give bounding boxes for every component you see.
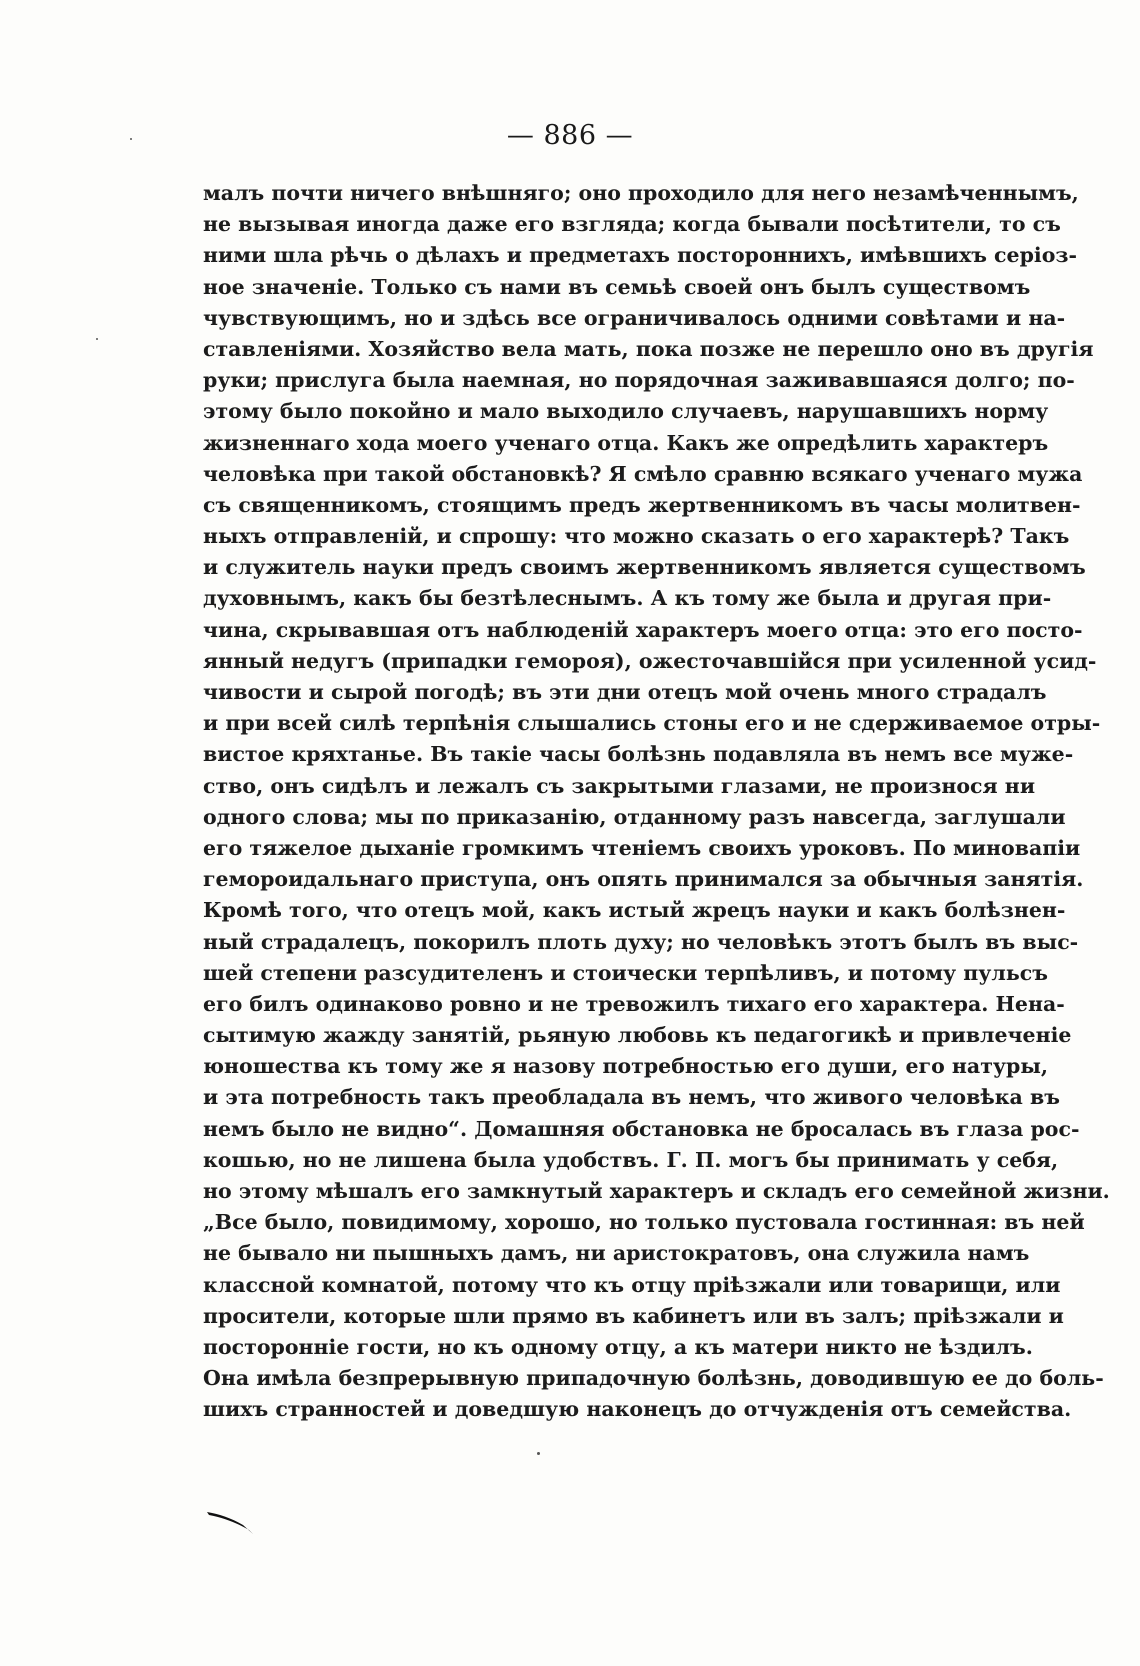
text-line: малъ почти ничего внѣшняго; оно проходило для него незамѣченнымъ, [203, 181, 1079, 205]
text-line: ный страдалецъ, покорилъ плоть духу; но человѣкъ этотъ былъ въ выс- [203, 929, 1079, 954]
text-line: духовнымъ, какъ бы безтѣлеснымъ. А къ тому же была и другая при- [203, 586, 1052, 611]
text-line: посторонніе гости, но къ одному отцу, а къ матери никто не ѣздилъ. [203, 1334, 1033, 1359]
text-line: этому было покойно и мало выходило случаевъ, нарушавшихъ норму [203, 399, 1049, 424]
text-line: и эта потребность такъ преобладала въ немъ, что живого человѣка въ [203, 1085, 1060, 1110]
scan-speck [537, 1452, 540, 1455]
text-line: руки; прислуга была наемная, но порядочная заживавшаяся долго; по- [203, 368, 1075, 393]
scan-speck [96, 338, 98, 340]
text-line: шей степени разсудителенъ и стоически терпѣливъ, и потому пульсъ [203, 960, 1048, 985]
page-number: — 886 — [506, 120, 634, 151]
text-line: юношества къ тому же я назову потребностью его души, его натуры, [203, 1054, 1049, 1079]
text-line: ныхъ отправленій, и спрошу: что можно сказать о его характерѣ? Такъ [203, 524, 1070, 549]
text-line: одного слова; мы по приказанію, отданному разъ навсегда, заглушали [203, 804, 1066, 829]
text-line: его тяжелое дыханіе громкимъ чтеніемъ своихъ уроковъ. По миновапіи [203, 835, 1081, 860]
text-line: но этому мѣшалъ его замкнутый характеръ и складъ его семейной жизни. [203, 1179, 1110, 1203]
text-line: ное значеніе. Только съ нами въ семьѣ своей онъ былъ существомъ [203, 274, 1031, 299]
text-line: ставленіями. Хозяйство вела мать, пока позже не перешло оно въ другія [203, 336, 1094, 361]
text-line: ство, онъ сидѣлъ и лежалъ съ закрытыми глазами, не произнося ни [203, 773, 1036, 798]
text-line: кошью, но не лишена была удобствъ. Г. П. могъ бы принимать у себя, [203, 1147, 1059, 1172]
text-line: съ священникомъ, стоящимъ предъ жертвенникомъ въ часы молитвен- [203, 492, 1081, 517]
text-line: Она имѣла безпрерывную припадочную болѣзнь, доводившую ее до боль- [203, 1366, 1104, 1391]
text-line: его билъ одинаково ровно и не тревожилъ тихаго его характера. Нена- [203, 991, 1065, 1016]
text-line: шихъ странностей и доведшую наконецъ до отчужденія отъ семейства. [203, 1397, 1072, 1422]
text-line: чина, скрывавшая отъ наблюденій характеръ моего отца: это его посто- [203, 617, 1083, 642]
text-line: сытимую жажду занятій, рьяную любовь къ педагогикѣ и привлеченіе [203, 1023, 1072, 1048]
text-line: не бывало ни пышныхъ дамъ, ни аристократовъ, она служила намъ [203, 1241, 1030, 1266]
text-line: просители, которые шли прямо въ кабинетъ или въ залъ; пріѣзжали и [203, 1303, 1064, 1328]
text-line: чувствующимъ, но и здѣсь все ограничивалось одними совѣтами и на- [203, 305, 1066, 330]
text-line: янный недугъ (припадки гемороя), ожесточавшійся при усиленной усид- [203, 648, 1097, 673]
text-line: вистое кряхтанье. Въ такіе часы болѣзнь подавляла въ немъ все муже- [203, 742, 1074, 767]
text-line: классной комнатой, потому что къ отцу пріѣзжали или товарищи, или [203, 1272, 1061, 1297]
text-line: и служитель науки предъ своимъ жертвенникомъ является существомъ [203, 555, 1086, 580]
scan-speck [130, 138, 132, 140]
text-line: не вызывая иногда даже его взгляда; когда бывали посѣтители, то съ [203, 212, 1061, 237]
text-line: и при всей силѣ терпѣнія слышались стоны его и не сдерживаемое отры- [203, 711, 1101, 736]
body-text [203, 178, 1110, 1426]
text-line: жизненнаго хода моего ученаго отца. Какъ же опредѣлить характеръ [203, 430, 1049, 455]
text-line: Кромѣ того, что отецъ мой, какъ истый жрецъ науки и какъ болѣзнен- [203, 898, 1066, 923]
text-line: гемороидальнаго приступа, онъ опять принимался за обычныя занятія. [203, 867, 1084, 892]
text-line: немъ было не видно“. Домашняя обстановка не бросалась въ глаза рос- [203, 1116, 1080, 1141]
text-line: человѣка при такой обстановкѣ? Я смѣло сравню всякаго ученаго мужа [203, 461, 1083, 486]
text-line: ними шла рѣчь о дѣлахъ и предметахъ постороннихъ, имѣвшихъ серіоз- [203, 243, 1077, 268]
pen-stroke-mark [205, 1508, 261, 1538]
text-line: чивости и сырой погодѣ; въ эти дни отецъ мой очень много страдалъ [203, 680, 1047, 704]
text-line: „Все было, повидимому, хорошо, но только пустовала гостинная: въ ней [203, 1210, 1085, 1235]
